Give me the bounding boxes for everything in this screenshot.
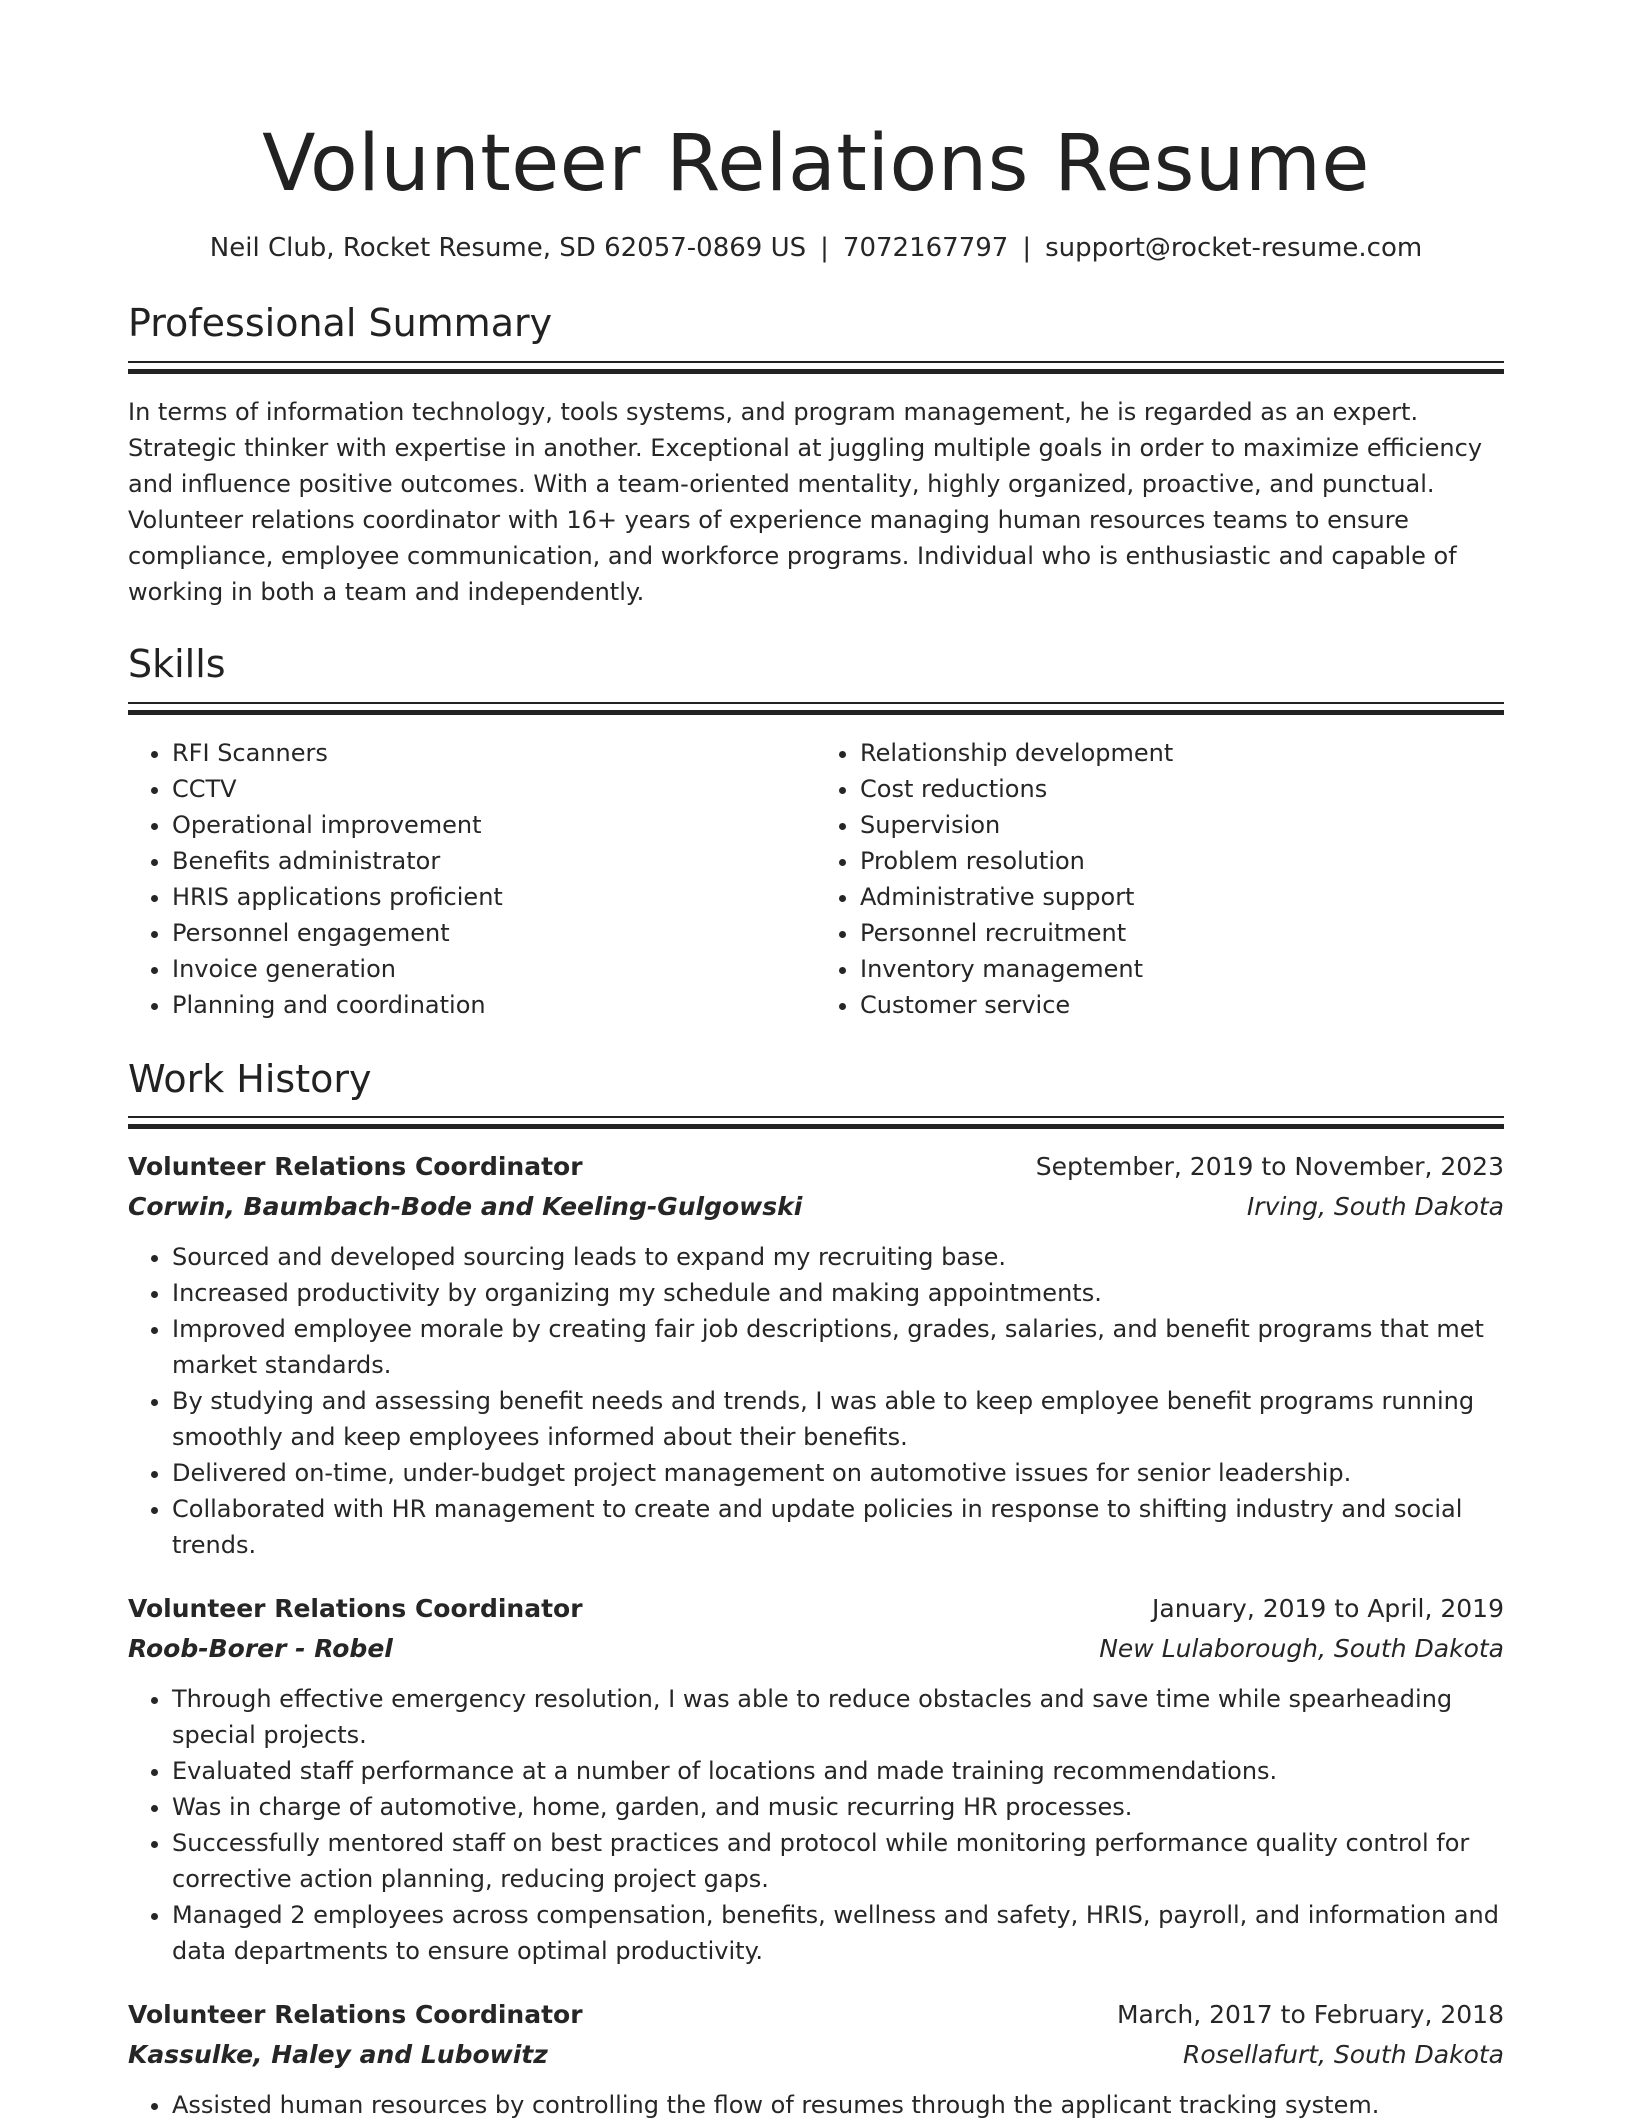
job-dates: September, 2019 to November, 2023 <box>1035 1152 1504 1182</box>
skill-item: • Invoice generation <box>172 951 816 987</box>
skill-item: • Personnel engagement <box>172 915 816 951</box>
summary-text: In terms of information technology, tools systems, and program management, he is regarded as an expert. Strategic thinker with expertise in another. Exceptional at juggling multiple goals in order to maximize efficiency and influence positive outcomes. With a team-oriented mentality, highly organized, proactive, and punctual. Volunteer relations coordinator with 16+ years of experience managing human resources teams to ensure compliance, employee communication, and workforce programs. Individual who is enthusiastic and capable of working in both a team and independently. <box>128 397 1483 606</box>
contact-separator: | <box>1022 232 1032 263</box>
job-header-row <box>128 1147 1504 1187</box>
job-bullet: • Was in charge of automotive, home, garden, and music recurring HR processes. <box>172 1789 1504 1825</box>
skill-item: • Inventory management <box>860 951 1504 987</box>
job-location: Irving, South Dakota <box>1246 1192 1504 1222</box>
job-title: Volunteer Relations Coordinator <box>128 1152 583 1182</box>
job-bullet: • Evaluated staff performance at a number of locations and made training recommendations. <box>172 1753 1504 1789</box>
job-bullet: • Improved employee morale by creating fair job descriptions, grades, salaries, and benefit programs that met market standards. <box>172 1311 1504 1383</box>
skill-item: • Problem resolution <box>860 843 1504 879</box>
section-heading: Professional Summary <box>128 301 553 346</box>
job-bullet: • Increased productivity by organizing my schedule and making appointments. <box>172 1275 1504 1311</box>
job-bullet: • Delivered on-time, under-budget project management on automotive issues for senior leadership. <box>172 1455 1504 1491</box>
job-location: Rosellafurt, South Dakota <box>1183 2040 1504 2070</box>
section-skills <box>128 642 1504 1023</box>
job-entry <box>128 1147 1504 1563</box>
skill-item: • HRIS applications proficient <box>172 879 816 915</box>
contact-address: Neil Club, Rocket Resume, SD 62057-0869 US <box>209 232 807 263</box>
job-bullet: • By studying and assessing benefit needs and trends, I was able to keep employee benefit programs running smoothly and keep employees informed about their benefits. <box>172 1383 1504 1455</box>
job-header-row <box>128 1995 1504 2035</box>
job-bullets <box>128 1239 1504 1563</box>
section-heading: Skills <box>128 641 226 686</box>
job-company: Corwin, Baumbach-Bode and Keeling-Gulgowski <box>128 1192 803 1222</box>
skill-item: • RFI Scanners <box>172 735 816 771</box>
job-company: Roob-Borer - Robel <box>128 1634 393 1664</box>
skill-item: • Operational improvement <box>172 807 816 843</box>
job-entry <box>128 1995 1504 2123</box>
job-company-row <box>128 2035 1504 2075</box>
job-bullet: • Collaborated with HR management to create and update policies in response to shifting industry and social trends. <box>172 1491 1504 1563</box>
contact-email[interactable]: support@rocket-resume.com <box>1045 232 1423 263</box>
job-bullet: • Assisted human resources by controlling the flow of resumes through the applicant tracking system. <box>172 2087 1504 2123</box>
job-dates: March, 2017 to February, 2018 <box>1116 2000 1504 2030</box>
job-bullets <box>128 2087 1504 2123</box>
job-company-row <box>128 1187 1504 1227</box>
contact-line <box>128 232 1504 266</box>
section-professional-summary <box>128 301 1504 610</box>
skill-item: • CCTV <box>172 771 816 807</box>
skill-item: • Planning and coordination <box>172 987 816 1023</box>
skills-list-right <box>816 735 1504 1023</box>
skill-item: • Customer service <box>860 987 1504 1023</box>
job-bullets <box>128 1681 1504 1969</box>
skill-item: • Relationship development <box>860 735 1504 771</box>
section-heading: Work History <box>128 1056 372 1101</box>
job-bullet: • Managed 2 employees across compensation, benefits, wellness and safety, HRIS, payroll, and information and data departments to ensure optimal productivity. <box>172 1897 1504 1969</box>
section-divider <box>128 702 1504 715</box>
job-company-row <box>128 1629 1504 1669</box>
job-location: New Lulaborough, South Dakota <box>1099 1634 1504 1664</box>
job-header-row <box>128 1589 1504 1629</box>
contact-phone: 7072167797 <box>842 232 1009 263</box>
skills-list-left <box>128 735 816 1023</box>
job-bullet: • Through effective emergency resolution, I was able to reduce obstacles and save time while spearheading special projects. <box>172 1681 1504 1753</box>
job-title: Volunteer Relations Coordinator <box>128 2000 583 2030</box>
job-bullet: • Successfully mentored staff on best practices and protocol while monitoring performance quality control for corrective action planning, reducing project gaps. <box>172 1825 1504 1897</box>
contact-separator: | <box>820 232 829 263</box>
skill-item: • Administrative support <box>860 879 1504 915</box>
section-divider <box>128 361 1504 374</box>
job-bullet: • Sourced and developed sourcing leads to expand my recruiting base. <box>172 1239 1504 1275</box>
skills-columns <box>128 735 1504 1023</box>
skill-item: • Cost reductions <box>860 771 1504 807</box>
job-company: Kassulke, Haley and Lubowitz <box>128 2040 548 2070</box>
job-title: Volunteer Relations Coordinator <box>128 1594 583 1624</box>
skill-item: • Supervision <box>860 807 1504 843</box>
resume-title: Volunteer Relations Resume <box>262 119 1370 209</box>
skill-item: • Personnel recruitment <box>860 915 1504 951</box>
skill-item: • Benefits administrator <box>172 843 816 879</box>
section-divider <box>128 1116 1504 1129</box>
section-work-history <box>128 1057 1504 2123</box>
job-entry <box>128 1589 1504 1969</box>
job-dates: January, 2019 to April, 2019 <box>1152 1594 1504 1624</box>
